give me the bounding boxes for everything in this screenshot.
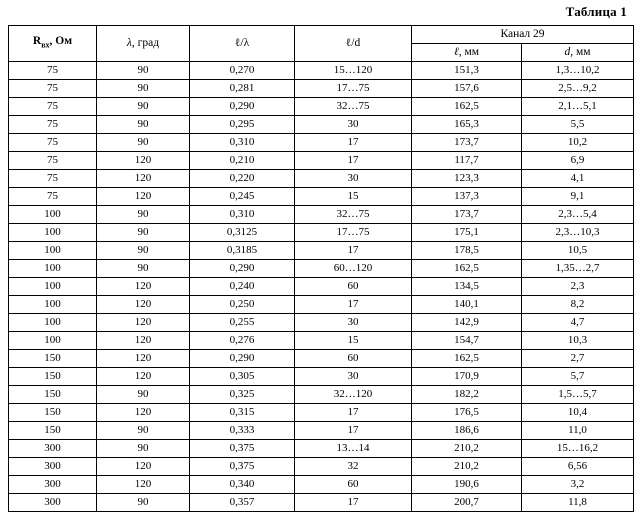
cell-lambda: 90 [97,422,190,440]
cell-l: 123,3 [412,170,522,188]
cell-l-over-lambda: 0,295 [190,116,295,134]
table-row [9,422,634,440]
cell-rvx: 75 [9,134,97,152]
cell-l: 173,7 [412,206,522,224]
cell-l: 165,3 [412,116,522,134]
cell-d: 3,2 [522,476,634,494]
cell-d: 4,1 [522,170,634,188]
cell-rvx: 150 [9,386,97,404]
table-row [9,188,634,206]
cell-l: 154,7 [412,332,522,350]
cell-lambda: 120 [97,332,190,350]
cell-d: 4,7 [522,314,634,332]
header-l-unit: , мм [458,46,480,58]
cell-l: 175,1 [412,224,522,242]
cell-lambda: 120 [97,368,190,386]
cell-l: 170,9 [412,368,522,386]
cell-lambda: 120 [97,152,190,170]
cell-l: 210,2 [412,458,522,476]
header-rvx-unit: , Ом [49,35,73,48]
cell-l: 186,6 [412,422,522,440]
cell-d: 11,8 [522,494,634,512]
cell-l-over-d: 15 [295,188,412,206]
cell-l-over-lambda: 0,250 [190,296,295,314]
cell-l-over-lambda: 0,290 [190,350,295,368]
cell-d: 11,0 [522,422,634,440]
cell-d: 1,5…5,7 [522,386,634,404]
table-row [9,332,634,350]
cell-rvx: 100 [9,332,97,350]
table-row [9,116,634,134]
cell-lambda: 90 [97,224,190,242]
cell-l-over-lambda: 0,3185 [190,242,295,260]
cell-lambda: 90 [97,242,190,260]
cell-rvx: 75 [9,116,97,134]
cell-lambda: 90 [97,98,190,116]
header-cell-l-over-d: ℓ/d [295,26,412,62]
cell-rvx: 75 [9,98,97,116]
cell-lambda: 120 [97,350,190,368]
cell-l-over-d: 30 [295,368,412,386]
cell-l-over-d: 32…75 [295,98,412,116]
cell-rvx: 100 [9,242,97,260]
header-lambda-unit: , град [131,37,160,49]
table-row [9,476,634,494]
cell-lambda: 90 [97,386,190,404]
cell-lambda: 90 [97,80,190,98]
cell-rvx: 75 [9,62,97,80]
cell-lambda: 90 [97,116,190,134]
cell-rvx: 150 [9,368,97,386]
header-rvx-subscript: вх [41,40,50,50]
cell-l: 176,5 [412,404,522,422]
table-header-row-main [9,26,634,44]
cell-l-over-d: 17 [295,422,412,440]
cell-l-over-lambda: 0,310 [190,206,295,224]
cell-l-over-lambda: 0,310 [190,134,295,152]
cell-l-over-d: 30 [295,116,412,134]
cell-l: 173,7 [412,134,522,152]
table-row [9,368,634,386]
header-d-unit: , мм [570,46,591,58]
cell-rvx: 150 [9,422,97,440]
cell-d: 2,7 [522,350,634,368]
cell-d: 5,5 [522,116,634,134]
header-cell-lambda [97,26,190,62]
cell-l-over-lambda: 0,305 [190,368,295,386]
cell-l-over-d: 60 [295,476,412,494]
header-cell-channel-group: Канал 29 [412,26,634,44]
table-row [9,350,634,368]
cell-l-over-d: 60 [295,350,412,368]
table-row [9,224,634,242]
cell-d: 8,2 [522,296,634,314]
table-row [9,62,634,80]
cell-l-over-d: 15 [295,332,412,350]
cell-l-over-d: 17 [295,296,412,314]
cell-l: 200,7 [412,494,522,512]
cell-lambda: 90 [97,206,190,224]
cell-d: 2,5…9,2 [522,80,634,98]
table-row [9,260,634,278]
table-row [9,404,634,422]
cell-rvx: 300 [9,476,97,494]
cell-lambda: 90 [97,62,190,80]
table-row [9,278,634,296]
cell-rvx: 75 [9,80,97,98]
cell-l: 178,5 [412,242,522,260]
table-row [9,80,634,98]
table-row [9,458,634,476]
header-d-symbol: d [564,46,571,58]
cell-l-over-lambda: 0,220 [190,170,295,188]
cell-l: 162,5 [412,260,522,278]
cell-l-over-lambda: 0,255 [190,314,295,332]
cell-rvx: 75 [9,170,97,188]
cell-rvx: 300 [9,440,97,458]
cell-d: 2,3 [522,278,634,296]
cell-rvx: 100 [9,260,97,278]
cell-lambda: 120 [97,476,190,494]
cell-d: 15…16,2 [522,440,634,458]
data-table [8,25,634,512]
cell-l-over-lambda: 0,333 [190,422,295,440]
header-cell-rvx [9,26,97,62]
cell-l-over-d: 17 [295,152,412,170]
cell-lambda: 90 [97,134,190,152]
cell-d: 10,4 [522,404,634,422]
cell-l: 162,5 [412,350,522,368]
cell-l: 134,5 [412,278,522,296]
cell-l-over-lambda: 0,357 [190,494,295,512]
cell-rvx: 100 [9,296,97,314]
header-rvx-symbol: R [32,35,42,48]
cell-d: 9,1 [522,188,634,206]
cell-l-over-lambda: 0,245 [190,188,295,206]
cell-d: 10,2 [522,134,634,152]
table-row [9,134,634,152]
cell-l-over-lambda: 0,240 [190,278,295,296]
cell-rvx: 75 [9,152,97,170]
cell-l-over-d: 17 [295,134,412,152]
table-caption: Таблица 1 [565,4,627,19]
table-row [9,440,634,458]
table-row [9,314,634,332]
cell-l-over-d: 17…75 [295,224,412,242]
table-row [9,152,634,170]
table-row [9,242,634,260]
cell-d: 6,56 [522,458,634,476]
cell-l-over-d: 32…120 [295,386,412,404]
cell-d: 2,3…5,4 [522,206,634,224]
cell-d: 1,3…10,2 [522,62,634,80]
cell-l-over-lambda: 0,270 [190,62,295,80]
cell-l-over-lambda: 0,375 [190,458,295,476]
header-cell-l-over-lambda: ℓ/λ [190,26,295,62]
table-body [9,26,634,512]
cell-rvx: 300 [9,458,97,476]
cell-l-over-lambda: 0,315 [190,404,295,422]
cell-l-over-lambda: 0,3125 [190,224,295,242]
cell-lambda: 120 [97,170,190,188]
cell-l: 190,6 [412,476,522,494]
cell-d: 6,9 [522,152,634,170]
cell-l: 142,9 [412,314,522,332]
cell-rvx: 75 [9,188,97,206]
cell-l: 137,3 [412,188,522,206]
table-row [9,170,634,188]
cell-d: 1,35…2,7 [522,260,634,278]
cell-lambda: 90 [97,440,190,458]
cell-rvx: 100 [9,314,97,332]
cell-l-over-lambda: 0,375 [190,440,295,458]
cell-l-over-lambda: 0,325 [190,386,295,404]
cell-d: 10,3 [522,332,634,350]
cell-l-over-lambda: 0,281 [190,80,295,98]
cell-d: 2,3…10,3 [522,224,634,242]
table-row [9,386,634,404]
cell-l-over-lambda: 0,340 [190,476,295,494]
cell-d: 2,1…5,1 [522,98,634,116]
cell-l: 210,2 [412,440,522,458]
cell-d: 5,7 [522,368,634,386]
cell-lambda: 120 [97,314,190,332]
cell-lambda: 90 [97,494,190,512]
cell-l-over-lambda: 0,290 [190,98,295,116]
cell-l-over-d: 32 [295,458,412,476]
cell-rvx: 300 [9,494,97,512]
cell-l-over-d: 13…14 [295,440,412,458]
header-lambda-symbol: λ [126,37,132,49]
cell-lambda: 120 [97,296,190,314]
header-cell-l-mm [412,44,522,62]
table-row [9,296,634,314]
cell-l-over-d: 60…120 [295,260,412,278]
cell-l: 140,1 [412,296,522,314]
cell-lambda: 120 [97,188,190,206]
cell-rvx: 100 [9,224,97,242]
table-row [9,206,634,224]
cell-l: 162,5 [412,98,522,116]
cell-l-over-d: 32…75 [295,206,412,224]
cell-l-over-lambda: 0,276 [190,332,295,350]
cell-l-over-d: 17 [295,494,412,512]
table-row [9,98,634,116]
cell-l: 117,7 [412,152,522,170]
cell-l: 157,6 [412,80,522,98]
cell-rvx: 100 [9,206,97,224]
cell-l-over-lambda: 0,210 [190,152,295,170]
cell-l-over-d: 30 [295,170,412,188]
cell-lambda: 90 [97,260,190,278]
cell-l-over-d: 17 [295,242,412,260]
cell-d: 10,5 [522,242,634,260]
cell-lambda: 120 [97,278,190,296]
cell-l: 182,2 [412,386,522,404]
cell-l-over-d: 60 [295,278,412,296]
cell-rvx: 150 [9,404,97,422]
header-l-symbol: ℓ [453,46,459,58]
cell-l: 151,3 [412,62,522,80]
cell-lambda: 120 [97,458,190,476]
cell-rvx: 100 [9,278,97,296]
cell-l-over-lambda: 0,290 [190,260,295,278]
cell-l-over-d: 17 [295,404,412,422]
table-row [9,494,634,512]
cell-l-over-d: 15…120 [295,62,412,80]
cell-lambda: 120 [97,404,190,422]
header-cell-d-mm [522,44,634,62]
cell-l-over-d: 17…75 [295,80,412,98]
cell-rvx: 150 [9,350,97,368]
cell-l-over-d: 30 [295,314,412,332]
